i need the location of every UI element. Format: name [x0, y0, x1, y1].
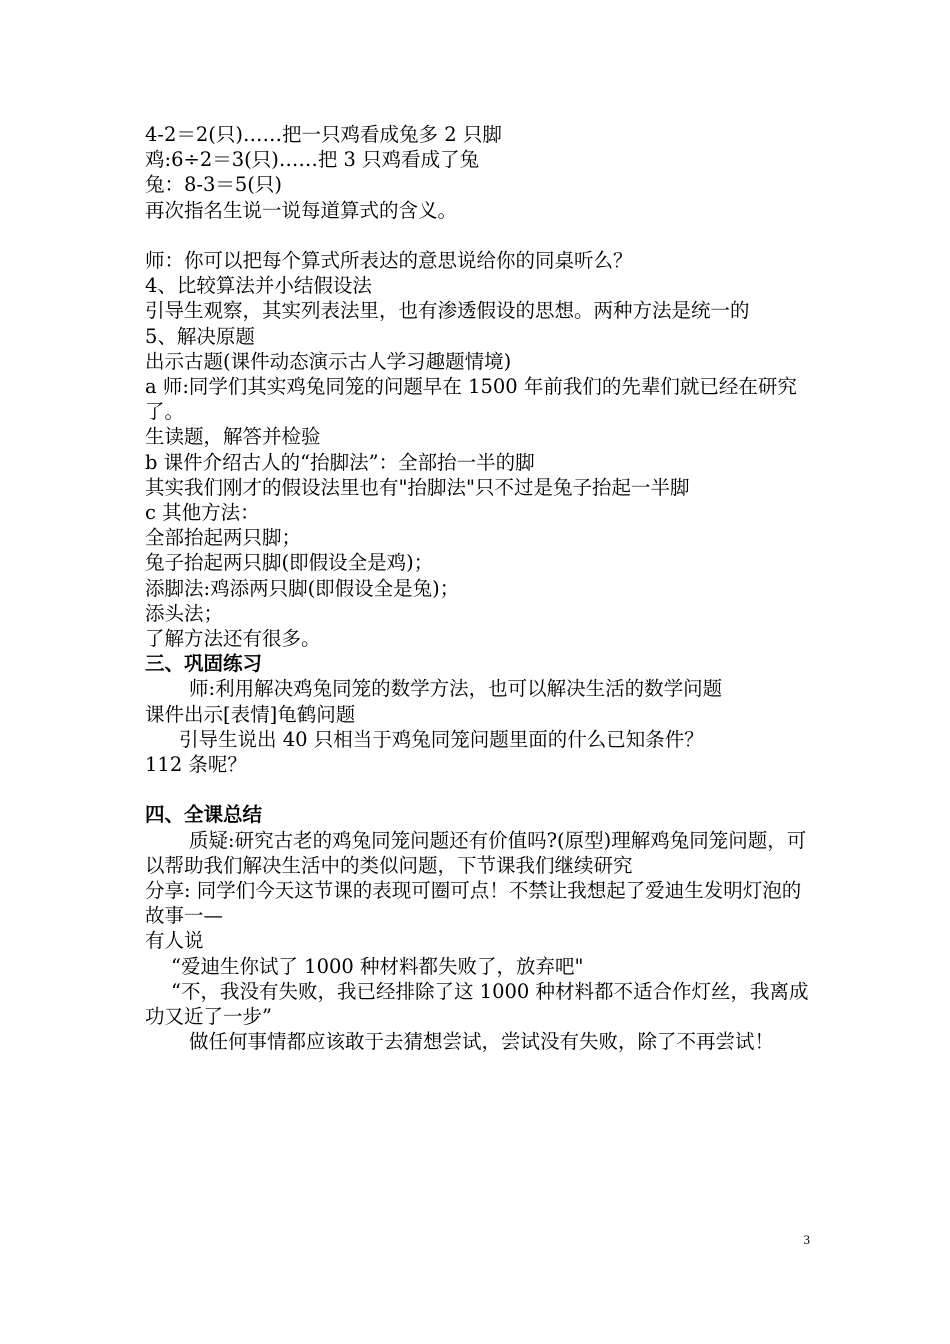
text-line: 兔：8-3＝5(只): [145, 173, 283, 197]
text-line: 了解方法还有很多。: [145, 627, 321, 651]
text-line: 生读题，解答并检验: [145, 425, 321, 449]
text-line: 5、解决原题: [145, 324, 255, 348]
text-line: 师：你可以把每个算式所表达的意思说给你的同桌听么？: [145, 249, 633, 272]
text-line: 4、比较算法并小结假设法: [145, 274, 372, 298]
text-line: b 课件介绍古人的“抬脚法”：全部抬一半的脚: [145, 450, 535, 474]
text-line: 全部抬起两只脚；: [145, 526, 302, 550]
text-line: 有人说: [145, 929, 204, 953]
text-line: 添脚法:鸡添两只脚(即假设全是兔)；: [145, 576, 460, 600]
text-line: 再次指名生说一说每道算式的含义。: [145, 198, 458, 222]
text-line: 112 条呢？: [145, 753, 247, 777]
page-number: 3: [803, 1232, 810, 1247]
text-line: 引导生说出 40 只相当于鸡兔同笼问题里面的什么已知条件？: [179, 727, 704, 751]
blank-line: [145, 777, 817, 802]
section-heading: 三、巩固练习: [145, 652, 263, 676]
text-paragraph: 做任何事情都应该敢于去猜想尝试，尝试没有失败，除了不再尝试！: [189, 1030, 775, 1054]
text-line: 添头法；: [145, 601, 224, 625]
text-line: 4-2＝2(只)……把一只鸡看成兔多 2 只脚: [145, 123, 502, 146]
text-line: 鸡:6÷2＝3(只)……把 3 只鸡看成了兔: [145, 148, 480, 172]
text-paragraph: 质疑:研究古老的鸡兔同笼问题还有价值吗?(原型)理解鸡兔同笼问题，可以帮助我们解决生活中的类似问题，下节课我们继续研究: [145, 828, 807, 877]
text-line: “爱迪生你试了 1000 种材料都失败了，放弃吧": [171, 954, 584, 978]
blank-line: [145, 223, 817, 248]
text-paragraph: 分享: 同学们今天这节课的表现可圈可点！不禁让我想起了爱迪生发明灯泡的故事一—: [145, 879, 802, 928]
text-line: 师:利用解决鸡兔同笼的数学方法，也可以解决生活的数学问题: [189, 677, 723, 701]
text-paragraph: a 师:同学们其实鸡兔同笼的问题早在 1500 年前我们的先辈们就已经在研究了。: [145, 375, 797, 424]
document-body: [145, 122, 817, 1054]
text-line: 出示古题(课件动态演示古人学习趣题情境): [145, 349, 512, 373]
text-paragraph: “不，我没有失败，我已经排除了这 1000 种材料都不适合作灯丝，我离成功又近了一步”: [145, 979, 809, 1029]
text-line: 其实我们刚才的假设法里也有"抬脚法"只不过是兔子抬起一半脚: [145, 475, 690, 499]
text-line: 课件出示[表情]龟鹤问题: [145, 702, 356, 726]
text-paragraph: 引导生观察，其实列表法里，也有渗透假设的思想。两种方法是统一的: [145, 299, 750, 323]
section-heading: 四、全课总结: [145, 803, 263, 827]
text-line: c 其他方法：: [145, 501, 260, 525]
text-line: 兔子抬起两只脚(即假设全是鸡)；: [145, 551, 434, 575]
